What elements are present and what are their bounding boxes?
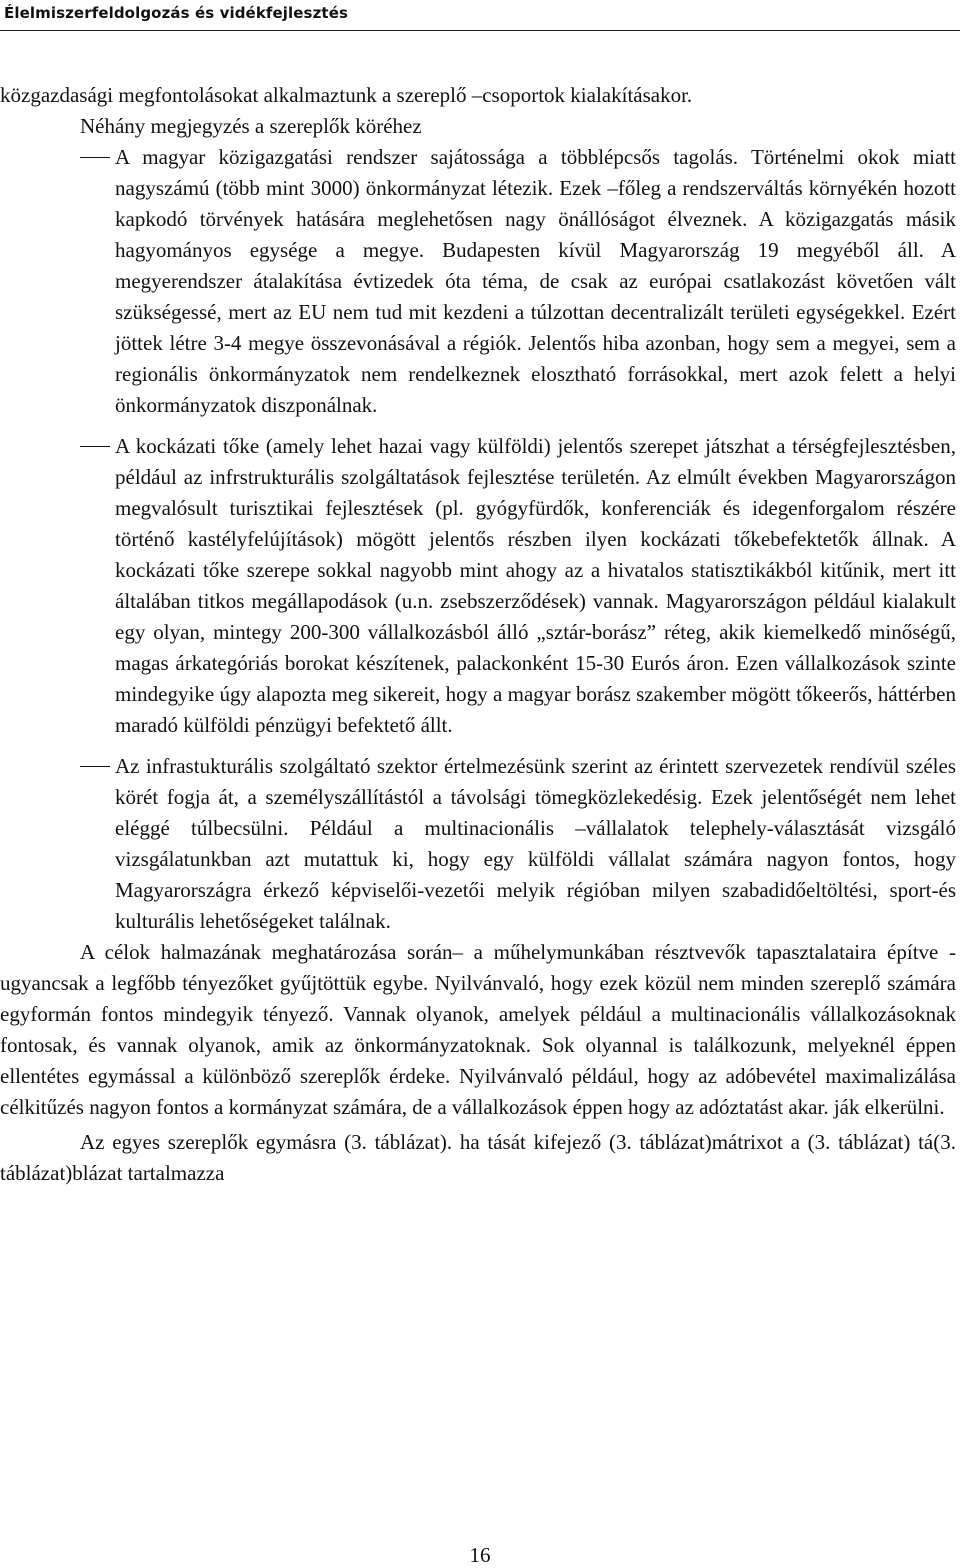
- header-title: Élelmiszerfeldolgozás és vidékfejlesztés: [4, 4, 348, 22]
- dash-list-item: [0, 142, 956, 421]
- body-paragraph: A célok halmazának meghatározása során– a műhelymunkában résztvevők tapasztalataira építve -ugyancsak a legfőbb tényezőket gyűjtöttük egybe. Nyilvánvaló, hogy ezek közül nem minden szereplő számára egyformán fontos mindegyik tényező. Vannak olyanok, amelyek például a multinacionális vállalkozásoknak fontosak, és vannak olyanok, amik az önkormányzatoknak. Sok olyannal is találkozunk, melyeknél éppen ellentétes egymással a különböző szereplők érdeke. Nyilvánvaló például, hogy az adóbevétel maximalizálása célkitűzés nagyon fontos a kormányzat számára, de a vállalkozások éppen hogy az adóztatást akar. ják elkerülni.: [0, 940, 956, 1119]
- list-item-text: Az infrastukturális szolgáltató szektor értelmezésünk szerint az érintett szervezetek rendívül széles körét fogja át, a személyszállítástól a távolsági tömegközlekedésig. Ezek jelentőségét nem lehet eléggé túlbecsülni. Például a multinacionális –vállalatok telephely-választását vizsgáló vizsgálatunkban azt mutattuk ki, hogy egy külföldi vállalat számára nagyon fontos, hogy Magyarországra érkező képviselői-vezetői melyik régióban milyen szabadidőeltöltési, sport-és kulturális lehetőségeket találnak.: [115, 754, 956, 933]
- section-subheading: Néhány megjegyzés a szereplők köréhez: [80, 114, 422, 138]
- list-item-text: A magyar közigazgatási rendszer sajátossága a többlépcsős tagolás. Történelmi okok miatt nagyszámú (több mint 3000) önkormányzat létezik. Ezek –főleg a rendszerváltás környékén hozott kapkodó törvények hatására meglehetősen nagy önállóságot élveznek. A közigazgatás másik hagyományos egysége a megye. Budapesten kívül Magyarország 19 megyéből áll. A megyerendszer átalakítása évtizedek óta téma, de csak az európai csatlakozást követően vált szükségessé, mert az EU nem tud mit kezdeni a túlzottan decentralizált területi egységekkel. Ezért jöttek létre 3-4 megye összevonásával a régiók. Jelentős hiba azonban, hogy sem a megyei, sem a regionális önkormányzatok nem rendelkeznek elosztható forrásokkal, mert azok felett a helyi önkormányzatok diszponálnak.: [115, 145, 956, 417]
- dash-list-item: [0, 431, 956, 741]
- dash-bullet-icon: [80, 446, 110, 447]
- page-number: 16: [469, 1543, 491, 1567]
- document-body: [0, 80, 956, 1189]
- list-item-text: A kockázati tőke (amely lehet hazai vagy külföldi) jelentős szerepet játszhat a térségfejlesztésben, például az infrstrukturális szolgáltatások fejlesztése területén. Az elmúlt években Magyarországon megvalósult turisztikai fejlesztések (pl. gyógyfürdők, konferenciák és idegenforgalom részére történő kastélyfelújítások) mögött jelentős részben ilyen kockázati tőkebefektetők állnak. A kockázati tőke szerepe sokkal nagyobb mint ahogy az a hivatalos statisztikákból kitűnik, mert itt általában titkos megállapodások (u.n. zsebszerződések) vannak. Magyarországon például kialakult egy olyan, mintegy 200-300 vállalkozásból álló „sztár-borász” réteg, akik kiemelkedő minőségű, magas árkategóriás borokat készítenek, palackonként 15-30 Eurós áron. Ezen vállalkozások szinte mindegyike úgy alapozta meg sikereit, hogy a magyar borász szakember mögött tőkeerős, háttérben maradó külföldi pénzügyi befektető állt.: [115, 434, 956, 737]
- text-line: közgazdasági megfontolásokat alkalmaztunk a szereplő –csoportok kialakításakor.: [0, 83, 693, 107]
- body-paragraph: Az egyes szereplők egymásra (3. táblázat). ha tását kifejező (3. táblázat)mátrixot a (3. táblázat) tá(3. táblázat)blázat tartalmazza: [0, 1130, 956, 1185]
- dash-list-item: [0, 751, 956, 937]
- dash-bullet-icon: [80, 766, 110, 767]
- dash-bullet-icon: [80, 157, 110, 158]
- running-header: [0, 0, 960, 31]
